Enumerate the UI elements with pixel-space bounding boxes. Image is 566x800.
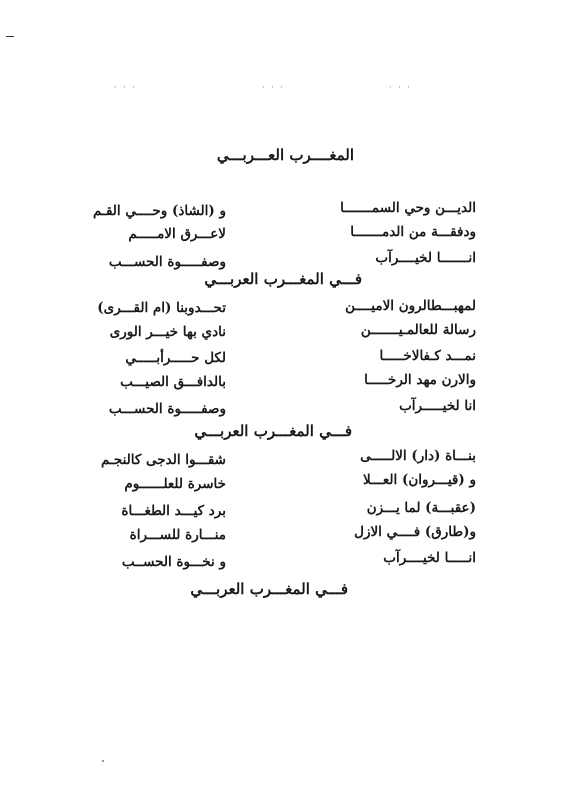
- verse-left: و نخـــوة الحســب: [121, 554, 226, 570]
- verse-right: بنـــاة (دار) الالـــــى: [360, 448, 476, 464]
- verse-right: انـــــا لخيــــرآب: [383, 550, 476, 566]
- verse-right: ودفقـــة من الدمـــــــا: [350, 224, 476, 240]
- verse-left: بالدافـــق الصيـــب: [120, 374, 226, 390]
- verse-left: منـــارة للســـراة: [129, 527, 226, 543]
- refrain-line: فـــي المغـــرب العربـــي: [204, 270, 362, 288]
- verse-left: لاعـــرق الامـــــم: [128, 226, 226, 242]
- verse-left: وصفـــــوة الحســـب: [108, 401, 226, 417]
- verse-right: والارن مهد الرخـــــا: [364, 372, 476, 388]
- scan-speck-mark: [102, 760, 104, 762]
- verse-left: تحـــدوبنا (ام القـــرى): [97, 300, 226, 316]
- verse-left: نادي بها خيـــر الورى: [109, 324, 226, 340]
- verse-right: لمهبـــطالرون الاميــــن: [345, 298, 476, 314]
- scan-dots-mark: · · ·: [114, 83, 137, 92]
- verse-right: نمـــد كـفالاخـــــا: [379, 348, 476, 364]
- margin-dash-mark: [6, 36, 14, 37]
- scan-dots-mark: · · ·: [389, 83, 412, 92]
- refrain-line: فـــي المغـــرب العربـــي: [190, 580, 348, 598]
- verse-left: و (الشاذ) وحــــي القـم: [93, 203, 226, 219]
- verse-left: لكل حـــــرأبـــــي: [125, 350, 226, 366]
- verse-right: و(طارق) فــــي الازل: [354, 524, 476, 540]
- verse-right: و (قيـــروان) العـــلا: [362, 472, 476, 488]
- verse-right: انا لخيـــــرآب: [399, 398, 476, 414]
- verse-right: (عقبـــة) لما يـــزن: [366, 500, 476, 516]
- verse-left: خاسرة للعلــــــوم: [124, 476, 226, 492]
- verse-left: برد كيـــد الطغـــاة: [121, 503, 226, 519]
- verse-right: رسالة للعالمـيـــــــن: [360, 322, 476, 338]
- scan-dots-mark: · · ·: [262, 83, 285, 92]
- verse-right: الديـــن وحي السمـــــــا: [340, 200, 476, 216]
- verse-left: وصفـــــوة الحســـب: [108, 254, 226, 270]
- poem-title: المغــــرب العـــربـــي: [216, 146, 354, 164]
- verse-left: شقـــوا الدجى كالنجـم: [100, 452, 226, 468]
- refrain-line: فـــي المغـــرب العربـــي: [194, 422, 352, 440]
- verse-right: انـــــــا لخيــــرآب: [375, 250, 476, 266]
